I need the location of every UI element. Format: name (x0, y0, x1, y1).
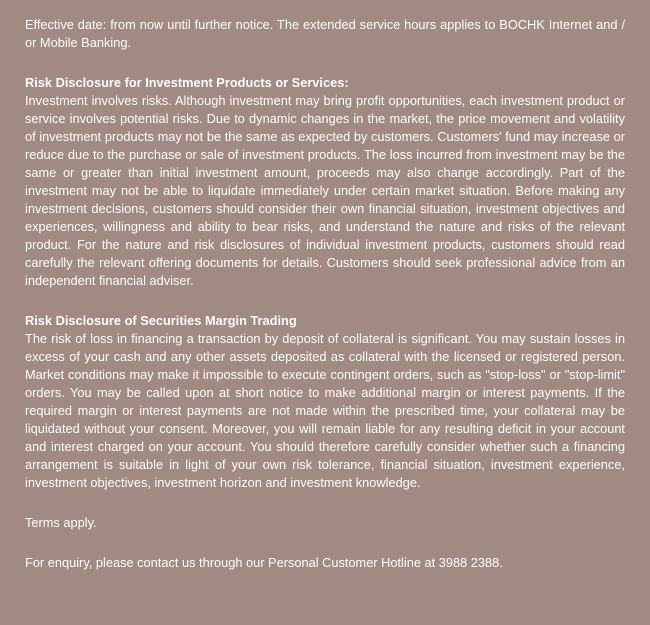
margin-risk-heading: Risk Disclosure of Securities Margin Trading (25, 313, 297, 328)
spacer (25, 492, 625, 514)
investment-risk-heading: Risk Disclosure for Investment Products or Services: (25, 75, 349, 90)
effective-date-text: Effective date: from now until further notice. The extended service hours applies to BOCHK Internet and / or Mobile Banking. (25, 17, 625, 50)
enquiry-text: For enquiry, please contact us through our Personal Customer Hotline at 3988 2388. (25, 555, 503, 570)
terms-apply-text: Terms apply. (25, 515, 97, 530)
spacer (25, 290, 625, 312)
spacer (25, 52, 625, 74)
spacer (25, 532, 625, 554)
margin-risk-body: The risk of loss in financing a transaction by deposit of collateral is significant. You may sustain losses in excess of your cash and any other assets deposited as collateral with the licensed or registered person. Market conditions may make it impossible to execute contingent orders, such as "stop-loss" or "stop-limit" orders. You may be called upon at short notice to make additional margin or interest payments. If the required margin or interest payments are not made within the prescribed time, your collateral may be liquidated without your consent. Moreover, you will remain liable for any resulting deficit in your account and interest charged on your account. You should therefore carefully consider whether such a financing arrangement is suitable in light of your own risk tolerance, financial situation, investment experience, investment objectives, investment horizon and investment knowledge. (25, 331, 625, 490)
investment-risk-body: Investment involves risks. Although investment may bring profit opportunities, each investment product or service involves potential risks. Due to dynamic changes in the market, the price movement and volatility of investment products may not be the same as expected by customers. Customers' fund may increase or reduce due to the purchase or sale of investment products. The loss incurred from investment may be the same or greater than initial investment amount, proceeds may also change accordingly. Part of the investment may not be able to liquidate immediately under certain market situation. Before making any investment decisions, customers should consider their own financial situation, investment objectives and experiences, willingness and ability to bear risks, and understand the nature and risks of the relevant product. For the nature and risk disclosures of individual investment products, customers should read carefully the relevant offering documents for details. Customers should seek professional advice from an independent financial adviser. (25, 93, 625, 288)
